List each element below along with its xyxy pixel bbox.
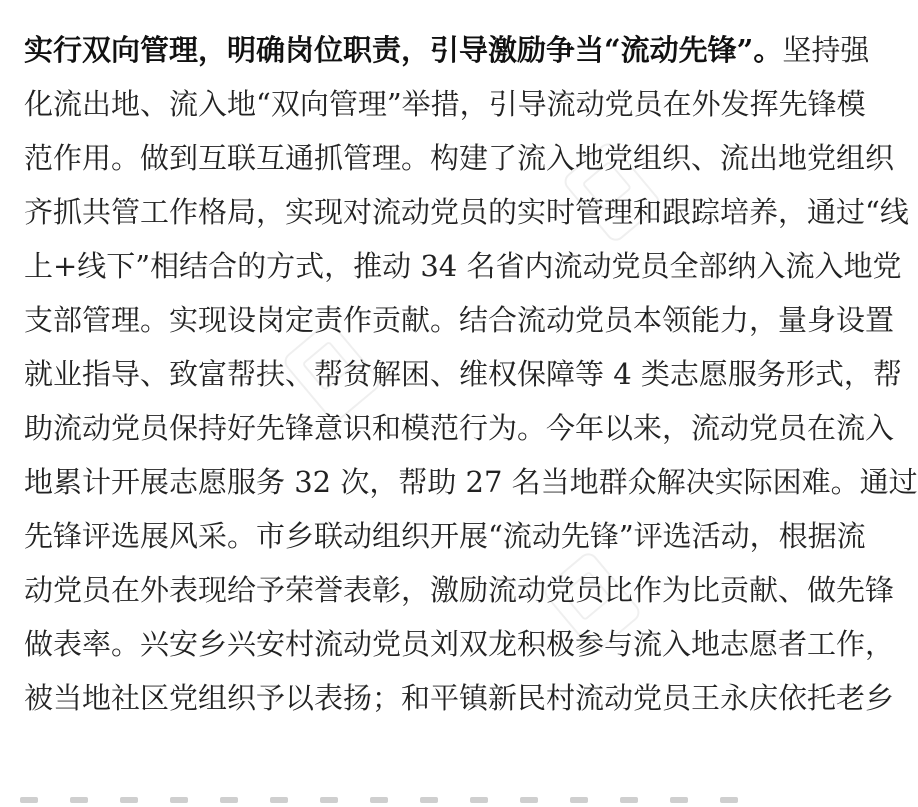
text-line: 齐抓共管工作格局，实现对流动党员的实时管理和跟踪培养，通过“线: [24, 195, 909, 229]
text-line: 被当地社区党组织予以表扬；和平镇新民村流动党员王永庆依托老乡: [24, 681, 895, 715]
text-line: 助流动党员保持好先锋意识和模范行为。今年以来，流动党员在流入: [24, 411, 895, 445]
text-line: 做表率。兴安乡兴安村流动党员刘双龙积极参与流入地志愿者工作，: [24, 627, 895, 661]
text-line: 上+线下”相结合的方式，推动 34 名省内流动党员全部纳入流入地党: [24, 249, 902, 283]
bold-lead-sentence: 实行双向管理，明确岗位职责，引导激励争当“流动先锋”。: [24, 33, 783, 67]
text-line: 动党员在外表现给予荣誉表彰，激励流动党员比作为比贡献、做先锋: [24, 573, 895, 607]
text-line: 地累计开展志愿服务 32 次，帮助 27 名当地群众解决实际困难。通过: [24, 465, 918, 499]
cropped-previous-line: [20, 0, 780, 6]
text-line: 就业指导、致富帮扶、帮贫解困、维权保障等 4 类志愿服务形式，帮: [24, 357, 902, 391]
text-line: 支部管理。实现设岗定责作贡献。结合流动党员本领能力，量身设置: [24, 303, 895, 337]
text-line: 化流出地、流入地“双向管理”举措，引导流动党员在外发挥先锋模: [24, 87, 866, 121]
text-line: 实行双向管理，明确岗位职责，引导激励争当“流动先锋”。坚持强: [24, 33, 870, 67]
text-line: 先锋评选展风采。市乡联动组织开展“流动先锋”评选活动，根据流: [24, 519, 866, 553]
text-line: 范作用。做到互联互通抓管理。构建了流入地党组织、流出地党组织: [24, 141, 895, 175]
cropped-next-line: [20, 788, 780, 800]
